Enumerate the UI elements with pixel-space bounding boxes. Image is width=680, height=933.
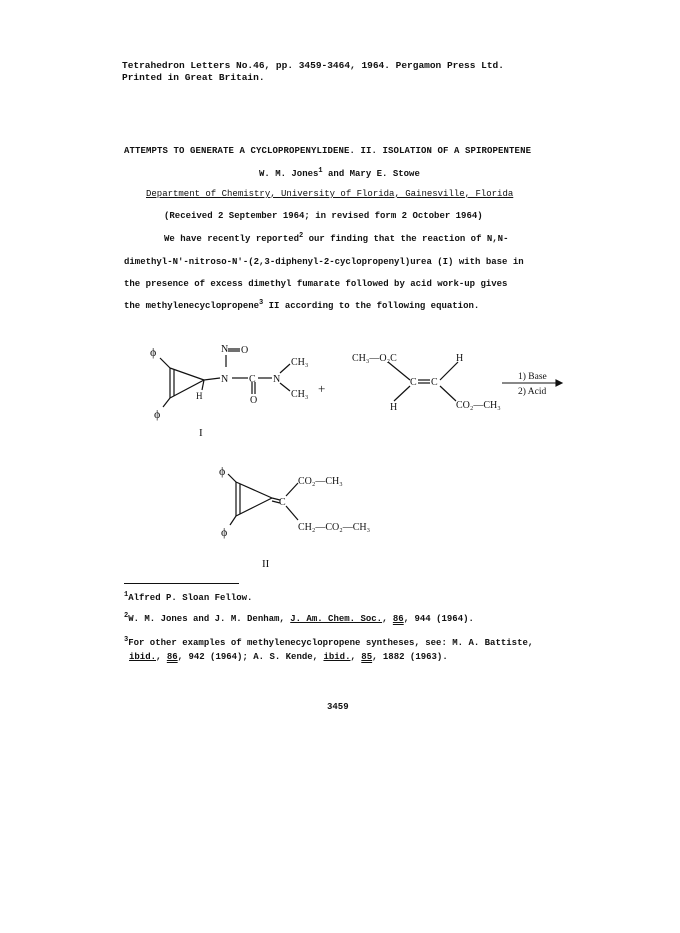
atom-N2: N <box>273 374 281 385</box>
footnote-2 <box>124 614 474 624</box>
atom-N-nitroso: N <box>221 344 229 355</box>
ii-ester-bond <box>286 483 298 496</box>
atom-N1: N <box>221 374 229 385</box>
volume-number: 85 <box>361 652 373 662</box>
footnote-text: , <box>382 614 393 624</box>
c-n-bond <box>204 378 220 380</box>
footnote-3 <box>124 636 533 664</box>
n-ch3-bond-upper <box>280 364 290 373</box>
affiliation: Department of Chemistry, University of Florida, Gainesville, Florida <box>146 189 514 199</box>
ibid: ibid. <box>129 652 157 662</box>
n-ch3-bond-lower <box>280 383 290 391</box>
footnote-mark: 2 <box>124 612 129 620</box>
ii-phenyl-bond-lower <box>230 516 236 525</box>
journal-line: Tetrahedron Letters No.46, pp. 3459-3464, 1964. Pergamon Press Ltd. <box>122 60 504 71</box>
fumarate-H-upper: H <box>456 353 464 364</box>
ring-bond-upper <box>170 368 204 380</box>
ii-ring-bond-upper <box>236 482 272 498</box>
footnote-text: W. M. Jones and J. M. Denham, <box>128 614 291 624</box>
printed-line: Printed in Great Britain. <box>122 72 265 83</box>
author-1: W. M. Jones <box>259 169 319 179</box>
fumarate-H-lower: H <box>390 402 398 413</box>
footnote-text: , 942 (1964); A. S. Kende, <box>177 652 324 662</box>
body-line-2: dimethyl-N'-nitroso-N'-(2,3-diphenyl-2-cyclopropenyl)urea (I) with base in <box>124 257 524 267</box>
phenyl-lower-II: ϕ <box>221 525 228 539</box>
footnote-mark: 3 <box>124 636 129 644</box>
footnote-1 <box>124 593 252 603</box>
footnote-rule <box>124 583 239 584</box>
phenyl-upper-I: ϕ <box>150 345 157 359</box>
label-I: I <box>199 427 203 439</box>
author-2: and Mary E. Stowe <box>322 169 420 179</box>
ii-ester-lower: CH₂—CO₂—CH₃ <box>298 522 371 533</box>
fumarate-C-right: C <box>431 377 438 388</box>
phenyl-bond-lower <box>163 398 170 407</box>
article-title: ATTEMPTS TO GENERATE A CYCLOPROPENYLIDENE. II. ISOLATION OF A SPIROPENTENE <box>124 146 532 156</box>
ii-ch2-bond <box>286 506 298 520</box>
atom-O-nitroso: O <box>241 345 249 356</box>
body-text: our finding that the reaction of N,N- <box>303 234 509 244</box>
journal-abbrev: J. Am. Chem. Soc. <box>290 614 383 624</box>
plus-sign: + <box>318 381 326 396</box>
step-1-label: 1) Base <box>518 372 547 382</box>
methyl-lower: CH₃ <box>291 389 309 400</box>
footnote-text: For other examples of methylenecyclopropene syntheses, see: M. A. Battiste, <box>128 638 534 648</box>
received-dates: (Received 2 September 1964; in revised form 2 October 1964) <box>164 211 483 221</box>
h-bond-left <box>394 386 410 401</box>
body-line-3: the presence of excess dimethyl fumarate followed by acid work-up gives <box>124 279 508 289</box>
footnote-3-line-1 <box>124 636 533 650</box>
compound-II <box>228 474 298 525</box>
footnote-text: , 1882 (1963). <box>372 652 448 662</box>
dimethyl-fumarate <box>388 362 458 401</box>
fumarate-ester-left: CH₃—O₂C <box>352 353 397 364</box>
footnote-text: , 944 (1964). <box>403 614 474 624</box>
volume-number: 86 <box>166 652 178 662</box>
ii-atom-C: C <box>279 497 286 508</box>
author-1-footnote-ref: 1 <box>318 167 323 175</box>
phenyl-upper-II: ϕ <box>219 464 226 478</box>
body-text: We have recently reported <box>164 234 300 244</box>
body-text: the methylenecyclopropene <box>124 301 260 311</box>
arrow-head <box>556 380 562 386</box>
ii-ester-upper: CO₂—CH₃ <box>298 476 343 487</box>
ii-ring-bond-lower <box>236 498 272 516</box>
phenyl-lower-I: ϕ <box>154 407 161 421</box>
atom-C-carbonyl: C <box>249 374 256 385</box>
h-bond-right <box>440 362 458 380</box>
footnote-text: , <box>156 652 167 662</box>
page-number: 3459 <box>327 702 349 712</box>
methyl-upper: CH₃ <box>291 357 309 368</box>
ester-bond-right <box>440 386 456 401</box>
volume-number: 86 <box>392 614 404 624</box>
footnote-mark: 1 <box>124 591 129 599</box>
ii-phenyl-bond-upper <box>228 474 236 482</box>
step-2-label: 2) Acid <box>518 387 547 397</box>
ref-3: 3 <box>259 299 264 307</box>
ref-2: 2 <box>299 232 304 240</box>
fumarate-C-left: C <box>410 377 417 388</box>
atom-O-carbonyl: O <box>250 395 258 406</box>
ibid: ibid. <box>323 652 351 662</box>
fumarate-ester-right: CO₂—CH₃ <box>456 400 501 411</box>
phenyl-bond-upper <box>160 358 170 368</box>
footnote-3-line-2 <box>124 650 533 664</box>
body-text: II according to the following equation. <box>263 301 480 311</box>
footnote-text: Alfred P. Sloan Fellow. <box>128 593 253 603</box>
label-II: II <box>262 558 270 570</box>
atom-H-I: H <box>196 391 203 401</box>
footnote-text: , <box>350 652 362 662</box>
ester-bond-left <box>388 362 410 380</box>
